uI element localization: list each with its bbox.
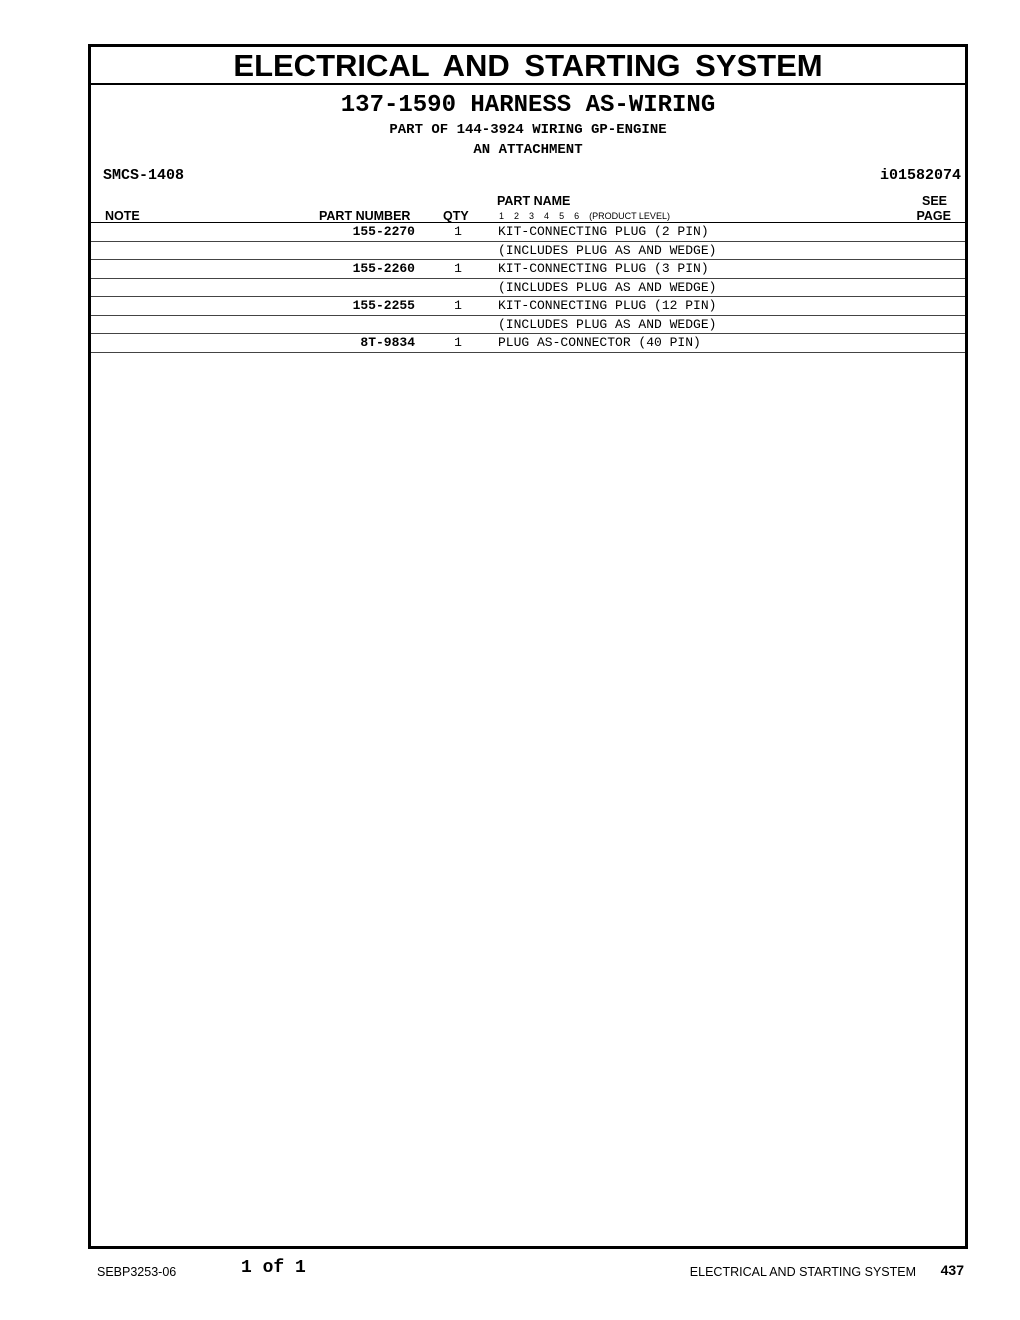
- footer-page-number: 437: [940, 1262, 964, 1278]
- product-levels: [499, 211, 680, 221]
- illustration-id: i01582074: [879, 167, 961, 184]
- table-row: [91, 223, 965, 242]
- part-number: 155-2255: [352, 298, 415, 313]
- part-name: (INCLUDES PLUG AS AND WEDGE): [498, 242, 717, 258]
- part-name: PLUG AS-CONNECTOR (40 PIN): [498, 335, 701, 350]
- part-number: 8T-9834: [360, 335, 415, 350]
- part-name: (INCLUDES PLUG AS AND WEDGE): [498, 316, 717, 332]
- part-name: KIT-CONNECTING PLUG (12 PIN): [498, 298, 717, 313]
- product-level-4: 4: [544, 211, 550, 221]
- footer-doc-number: SEBP3253-06: [97, 1265, 177, 1279]
- part-name: KIT-CONNECTING PLUG (2 PIN): [498, 224, 709, 239]
- column-header-see: SEE: [921, 194, 947, 208]
- quantity: 1: [454, 261, 462, 276]
- quantity: 1: [454, 298, 462, 313]
- subtitle-line-2: AN ATTACHMENT: [473, 142, 583, 158]
- product-level-1: 1: [499, 211, 505, 221]
- part-number: 155-2270: [352, 224, 415, 239]
- parts-table: [91, 223, 965, 353]
- page-frame: [88, 44, 968, 1249]
- product-level-label: (PRODUCT LEVEL): [589, 211, 670, 221]
- product-level-2: 2: [514, 211, 520, 221]
- footer-section: ELECTRICAL AND STARTING SYSTEM: [689, 1265, 916, 1279]
- table-row: [91, 334, 965, 353]
- smcs-code: SMCS-1408: [103, 167, 185, 184]
- quantity: 1: [454, 335, 462, 350]
- table-row: [91, 260, 965, 279]
- subtitle-line-1: PART OF 144-3924 WIRING GP-ENGINE: [389, 122, 667, 138]
- part-name: KIT-CONNECTING PLUG (3 PIN): [498, 261, 709, 276]
- part-title: 137-1590 HARNESS AS-WIRING: [340, 92, 716, 119]
- part-name: (INCLUDES PLUG AS AND WEDGE): [498, 279, 717, 295]
- column-header-note: NOTE: [105, 209, 140, 223]
- table-row: [91, 297, 965, 316]
- product-level-6: 6: [574, 211, 580, 221]
- column-header-page: PAGE: [916, 209, 951, 223]
- footer-page-of: 1 of 1: [241, 1258, 306, 1278]
- section-title: ELECTRICAL AND STARTING SYSTEM: [91, 47, 965, 85]
- quantity: 1: [454, 224, 462, 239]
- product-level-5: 5: [559, 211, 565, 221]
- column-header-part-number: PART NUMBER: [319, 209, 411, 223]
- column-header-qty: QTY: [443, 209, 469, 223]
- part-number: 155-2260: [352, 261, 415, 276]
- table-row: [91, 316, 965, 335]
- table-row: [91, 279, 965, 298]
- product-level-3: 3: [529, 211, 535, 221]
- column-header-part-name: PART NAME: [497, 194, 571, 208]
- table-row: [91, 242, 965, 261]
